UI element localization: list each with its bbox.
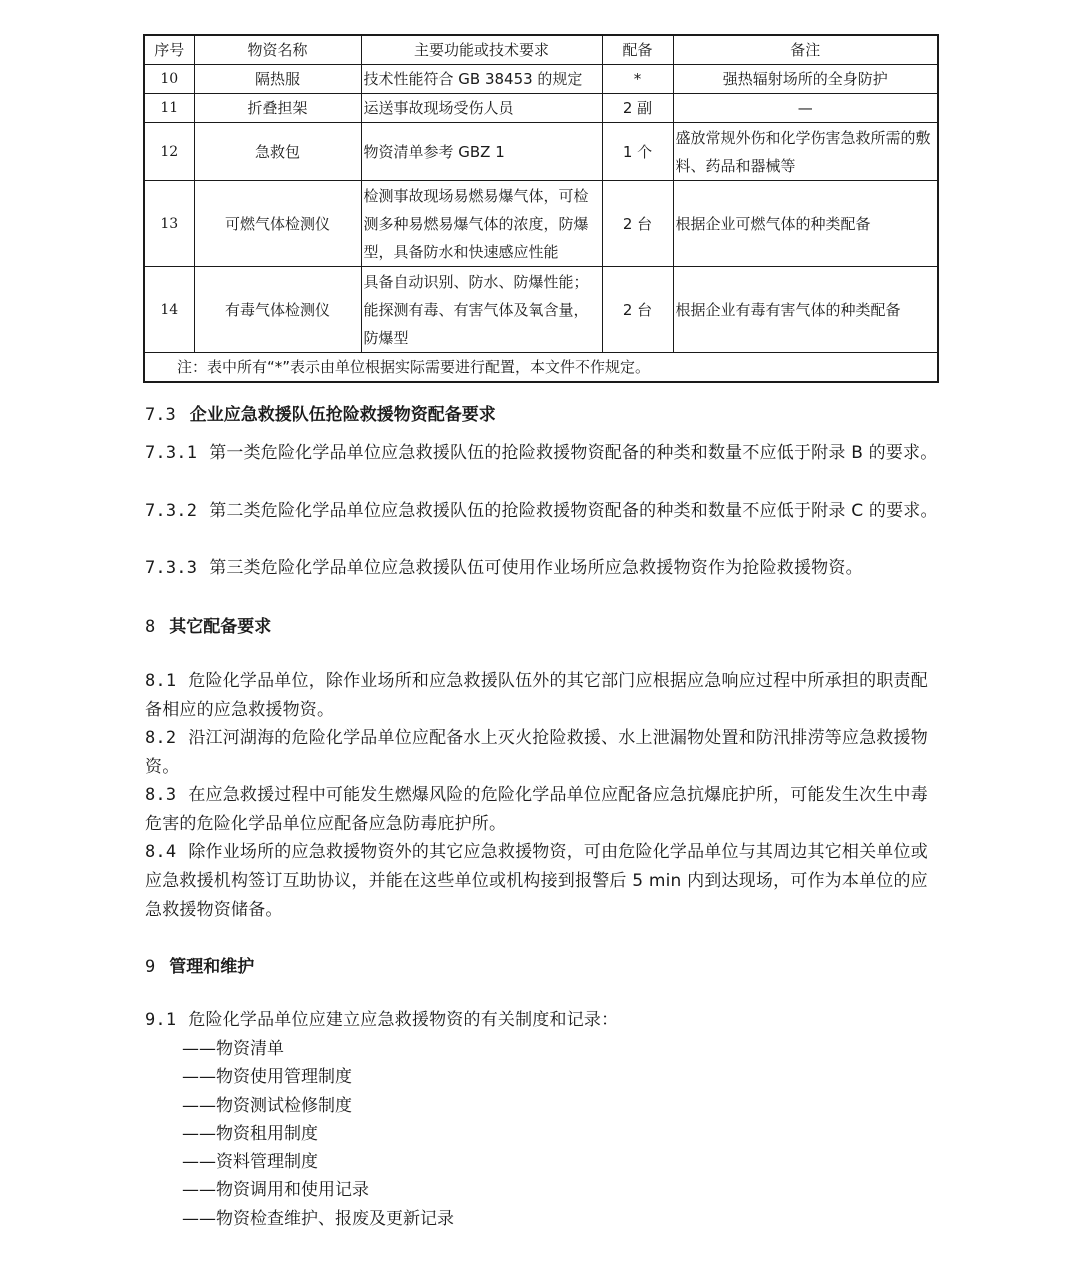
paragraph-7-3-1 (145, 439, 945, 468)
list-item: ——物资调用和使用记录 (182, 1180, 369, 1201)
row-note: — (673, 94, 938, 123)
row-note: 盛放常规外伤和化学伤害急救所需的敷料、药品和器械等 (673, 123, 938, 181)
row-note: 根据企业有毒有害气体的种类配备 (673, 267, 938, 353)
table-row (144, 267, 938, 353)
paragraph-text: 沿江河湖海的危险化学品单位应配备水上灭火抢险救援、水上泄漏物处置和防汛排涝等应急救援物资。 (145, 728, 928, 777)
table-row (144, 181, 938, 267)
paragraph-8-3 (145, 781, 945, 839)
table-row (144, 65, 938, 94)
row-name: 有毒气体检测仪 (194, 267, 361, 353)
paragraph-text: 第三类危险化学品单位应急救援队伍可使用作业场所应急救援物资作为抢险救援物资。 (209, 558, 863, 578)
row-no: 10 (144, 65, 194, 94)
section-7-3-heading (145, 400, 496, 425)
row-name: 急救包 (194, 123, 361, 181)
equipment-table (143, 34, 939, 383)
row-requirement: 技术性能符合 GB 38453 的规定 (361, 65, 602, 94)
list-item: ——物资清单 (182, 1039, 284, 1059)
row-quantity: * (602, 65, 673, 94)
paragraph-number: 7.3.1 (145, 443, 198, 463)
table-footnote-row (144, 353, 938, 383)
row-no: 11 (144, 94, 194, 123)
row-no: 13 (144, 181, 194, 267)
paragraph-text: 第一类危险化学品单位应急救援队伍的抢险救援物资配备的种类和数量不应低于附录 B 的要求。 (209, 443, 938, 463)
section-number: 8 (145, 617, 156, 637)
row-requirement: 物资清单参考 GBZ 1 (361, 123, 602, 181)
row-quantity: 2 台 (602, 181, 673, 267)
row-no: 14 (144, 267, 194, 353)
header-requirement: 主要功能或技术要求 (361, 35, 602, 65)
list-item: ——物资测试检修制度 (182, 1095, 352, 1116)
header-note: 备注 (673, 35, 938, 65)
paragraph-7-3-2 (145, 497, 945, 526)
row-name: 可燃气体检测仪 (194, 181, 361, 267)
header-no: 序号 (144, 35, 194, 65)
table-header-row (144, 35, 938, 65)
paragraph-9-1 (145, 1006, 945, 1035)
row-name: 折叠担架 (194, 94, 361, 123)
paragraph-number: 7.3.2 (145, 501, 198, 521)
paragraph-text: 第二类危险化学品单位应急救援队伍的抢险救援物资配备的种类和数量不应低于附录 C 的要求。 (209, 501, 938, 521)
header-name: 物资名称 (194, 35, 361, 65)
section-title: 企业应急救援队伍抢险救援物资配备要求 (189, 405, 496, 425)
paragraph-number: 9.1 (145, 1010, 177, 1030)
list-item: ——物资租用制度 (182, 1123, 318, 1144)
paragraph-number: 8.4 (145, 842, 177, 862)
section-number: 7.3 (145, 405, 176, 425)
section-title: 管理和维护 (169, 957, 255, 977)
paragraph-7-3-3 (145, 554, 945, 583)
paragraph-number: 8.3 (145, 785, 177, 805)
paragraph-number: 8.1 (145, 671, 177, 691)
row-name: 隔热服 (194, 65, 361, 94)
row-requirement: 检测事故现场易燃易爆气体，可检测多种易燃易爆气体的浓度，防爆型，具备防水和快速感应性能 (361, 181, 602, 267)
list-item: ——物资使用管理制度 (182, 1067, 352, 1088)
section-9-heading (145, 952, 254, 977)
paragraph-text: 危险化学品单位应建立应急救援物资的有关制度和记录： (188, 1010, 619, 1030)
row-requirement: 运送事故现场受伤人员 (361, 94, 602, 123)
list-item: ——物资检查维护、报废及更新记录 (182, 1208, 454, 1229)
list-item: ——资料管理制度 (182, 1152, 318, 1173)
section-title: 其它配备要求 (169, 617, 272, 637)
paragraph-text: 危险化学品单位，除作业场所和应急救援队伍外的其它部门应根据应急响应过程中所承担的职责配备相应的应急救援物资。 (145, 671, 928, 720)
table-row (144, 123, 938, 181)
paragraph-8-2 (145, 724, 945, 782)
paragraph-text: 在应急救援过程中可能发生燃爆风险的危险化学品单位应配备应急抗爆庇护所，可能发生次生中毒危害的危险化学品单位应配备应急防毒庇护所。 (145, 785, 928, 834)
table-row (144, 94, 938, 123)
paragraph-number: 8.2 (145, 728, 177, 748)
table-footnote: 注：表中所有“*”表示由单位根据实际需要进行配置，本文件不作规定。 (144, 353, 938, 383)
row-requirement: 具备自动识别、防水、防爆性能；能探测有毒、有害气体及氧含量，防爆型 (361, 267, 602, 353)
header-quantity: 配备 (602, 35, 673, 65)
section-number: 9 (145, 957, 156, 977)
section-8-heading (145, 612, 271, 637)
paragraph-8-4 (145, 838, 945, 925)
row-note: 强热辐射场所的全身防护 (673, 65, 938, 94)
row-quantity: 2 副 (602, 94, 673, 123)
row-no: 12 (144, 123, 194, 181)
paragraph-8-1 (145, 667, 945, 725)
row-note: 根据企业可燃气体的种类配备 (673, 181, 938, 267)
paragraph-text: 除作业场所的应急救援物资外的其它应急救援物资，可由危险化学品单位与其周边其它相关单位或应急救援机构签订互助协议，并能在这些单位或机构接到报警后 5 min 内到达现场，可作为本单位的应急救援物资储备。 (145, 842, 928, 920)
record-list (182, 1035, 454, 1233)
row-quantity: 1 个 (602, 123, 673, 181)
row-quantity: 2 台 (602, 267, 673, 353)
paragraph-number: 7.3.3 (145, 558, 198, 578)
